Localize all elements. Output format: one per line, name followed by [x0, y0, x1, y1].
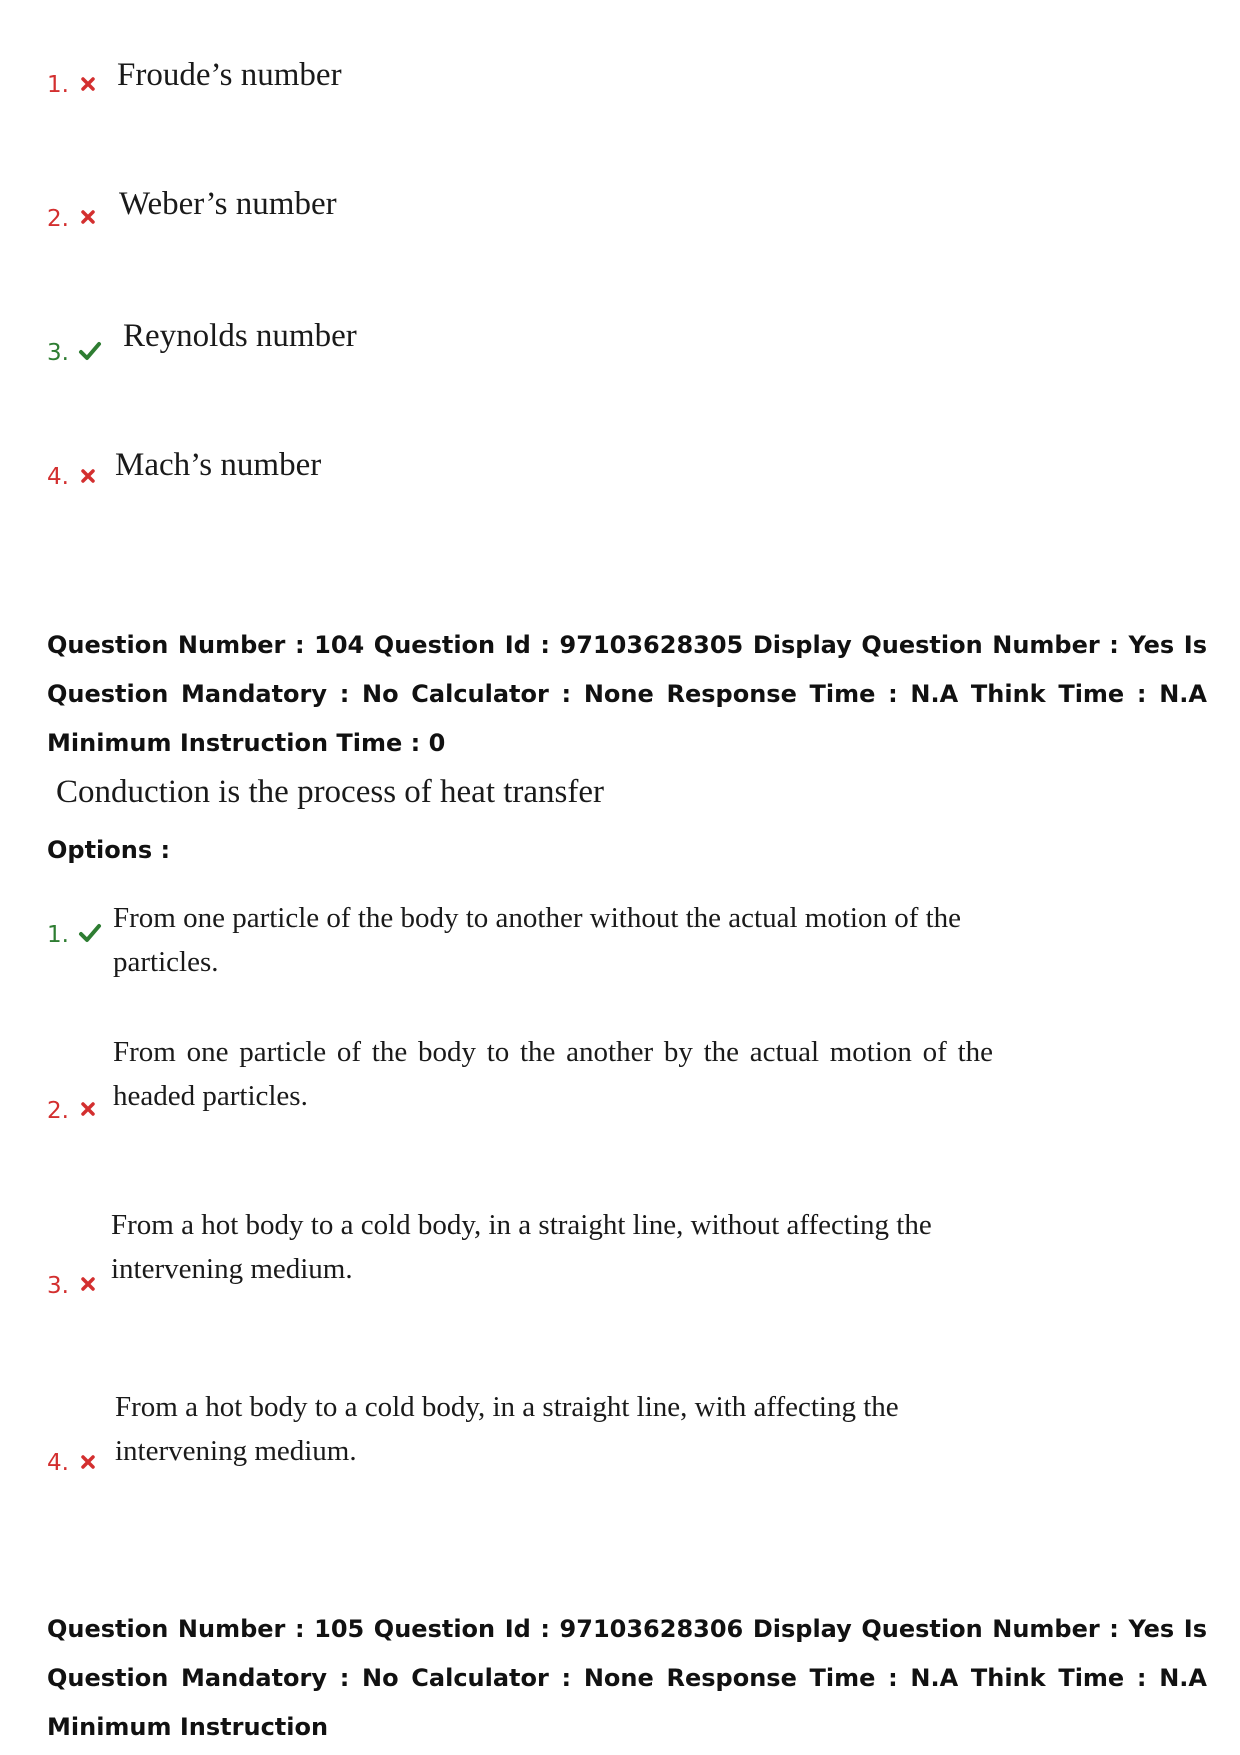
question-text: Conduction is the process of heat transfer	[56, 774, 605, 810]
option-text: Reynolds number	[123, 318, 357, 354]
option-text: Weber’s number	[119, 186, 337, 222]
option-text: From a hot body to a cold body, in a straight line, without affecting the intervening medium.	[111, 1209, 932, 1285]
cross-icon	[78, 1274, 98, 1294]
question-meta: Question Number : 105 Question Id : 97103628306 Display Question Number : Yes Is Question Mandatory : No Calculator : None Response Time : N.A Think Time : N.A Minimum Instruction	[47, 1615, 1207, 1741]
option-text: Froude’s number	[117, 57, 342, 93]
question-meta: Question Number : 104 Question Id : 97103628305 Display Question Number : Yes Is Question Mandatory : No Calculator : None Response Time : N.A Think Time : N.A Minimum Instruction Time : 0	[47, 631, 1207, 757]
option-text: From one particle of the body to the another by the actual motion of the headed particles.	[113, 1036, 993, 1112]
option-number: 1.	[47, 922, 69, 948]
option-text: From one particle of the body to another without the actual motion of the particles.	[113, 902, 962, 978]
option-number: 2.	[47, 206, 69, 232]
option-text: From a hot body to a cold body, in a straight line, with affecting the intervening medium.	[115, 1391, 899, 1467]
cross-icon	[78, 1099, 98, 1119]
cross-icon	[78, 466, 98, 486]
cross-icon	[78, 74, 98, 94]
cross-icon	[78, 1452, 98, 1472]
options-label: Options :	[47, 836, 171, 864]
option-text: Mach’s number	[115, 447, 322, 483]
option-number: 2.	[47, 1098, 69, 1124]
option-number: 4.	[47, 1450, 69, 1476]
check-icon	[78, 922, 102, 944]
cross-icon	[78, 207, 98, 227]
check-icon	[78, 340, 102, 362]
option-number: 3.	[47, 1273, 69, 1299]
option-number: 1.	[47, 72, 69, 98]
option-number: 3.	[47, 340, 69, 366]
option-number: 4.	[47, 464, 69, 490]
